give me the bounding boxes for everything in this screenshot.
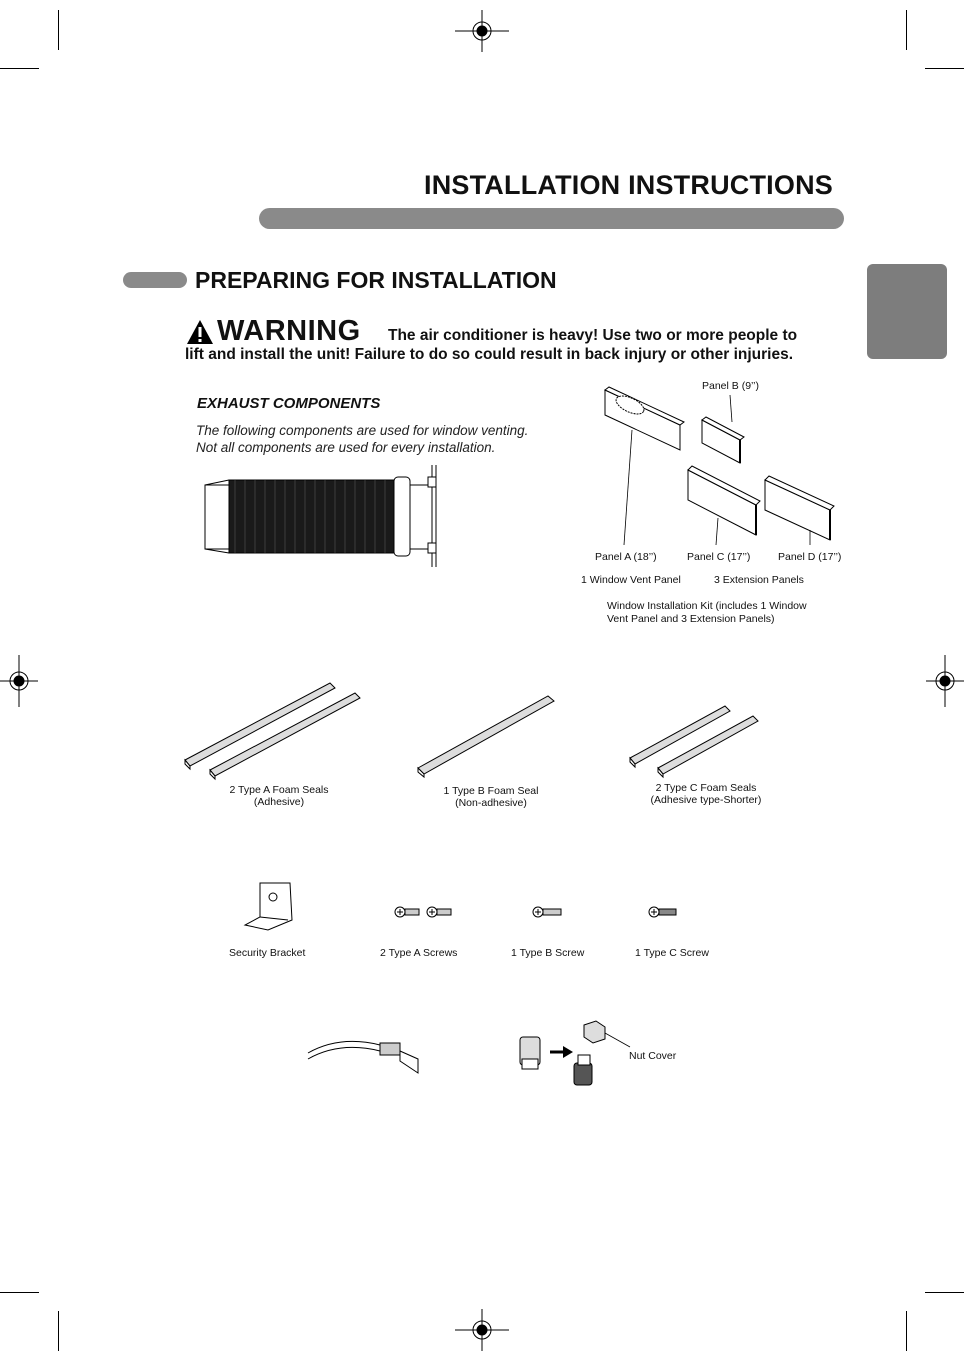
- type-a-seal-line1: 2 Type A Foam Seals: [229, 784, 329, 796]
- exhaust-title: EXHAUST COMPONENTS: [197, 395, 381, 412]
- arrow-icon: [550, 1046, 573, 1058]
- type-c-foam-seals-label: [636, 782, 776, 806]
- page-title: INSTALLATION INSTRUCTIONS: [424, 170, 833, 200]
- type-b-foam-seal-drawing: [418, 696, 554, 777]
- warning-text-line1: The air conditioner is heavy! Use two or more people to: [388, 327, 798, 344]
- warning-icon: [186, 319, 214, 345]
- panel-b-drawing: [702, 417, 744, 463]
- nut-cover-drawing: [574, 1021, 605, 1085]
- type-c-screw-drawing: [649, 907, 676, 917]
- section-title: PREPARING FOR INSTALLATION: [195, 267, 557, 293]
- type-a-foam-seals-drawing: [185, 683, 360, 779]
- warning-text-line2: lift and install the unit! Failure to do so could result in back injury or other injuries.: [185, 346, 794, 363]
- registration-mark-bottom: [455, 1309, 509, 1351]
- type-c-seal-line1: 2 Type C Foam Seals: [655, 782, 757, 794]
- panel-a-drawing: [605, 387, 684, 450]
- type-b-seal-line2: (Non-adhesive): [455, 797, 527, 809]
- fitting-drawing: [520, 1037, 540, 1069]
- panel-a-label: Panel A (18’’): [595, 551, 657, 563]
- type-a-screws-drawing: [395, 907, 451, 917]
- side-tab: [867, 264, 947, 359]
- type-b-screw-label: 1 Type B Screw: [511, 947, 585, 959]
- type-b-seal-line1: 1 Type B Foam Seal: [443, 785, 539, 797]
- foam-seals-illustration: [180, 680, 780, 790]
- panel-b-label: Panel B (9’’): [702, 380, 760, 392]
- panel-c-label: Panel C (17’’): [687, 551, 751, 563]
- type-c-seal-line2: (Adhesive type-Shorter): [650, 794, 762, 806]
- type-b-screw-drawing: [533, 907, 561, 917]
- exhaust-hose-illustration: [200, 463, 460, 573]
- kit-label-line2: Vent Panel and 3 Extension Panels): [607, 613, 775, 625]
- type-a-screws-label: 2 Type A Screws: [380, 947, 458, 959]
- security-bracket-label: Security Bracket: [229, 947, 306, 959]
- type-b-foam-seal-label: [421, 785, 561, 809]
- registration-mark-left: [0, 655, 38, 707]
- type-a-seal-line2: (Adhesive): [253, 796, 305, 808]
- exhaust-desc-line2: Not all components are used for every installation.: [196, 440, 496, 455]
- hardware-illustration: [240, 875, 700, 935]
- security-bracket-drawing: [245, 883, 292, 930]
- warning-word: WARNING: [217, 315, 361, 347]
- drain-hose-drawing: [308, 1041, 418, 1073]
- panel-d-label: Panel D (17’’): [778, 551, 842, 563]
- nut-cover-label: Nut Cover: [629, 1050, 677, 1062]
- panel-d-drawing: [765, 476, 834, 540]
- registration-mark-right: [926, 655, 964, 707]
- panels-illustration: [600, 385, 860, 565]
- panel-c-drawing: [688, 466, 760, 535]
- extension-panels-label: 3 Extension Panels: [714, 574, 804, 586]
- exhaust-desc-line1: The following components are used for window venting.: [196, 423, 529, 438]
- kit-label-line1: Window Installation Kit (includes 1 Window: [607, 600, 807, 612]
- section-pill: [123, 272, 187, 288]
- window-vent-panel-label: 1 Window Vent Panel: [581, 574, 681, 586]
- warning-label: [186, 315, 361, 348]
- type-c-foam-seals-drawing: [630, 706, 758, 777]
- registration-mark-top: [455, 10, 509, 52]
- type-a-foam-seals-label: [209, 784, 349, 808]
- title-bar: [259, 208, 844, 229]
- type-c-screw-label: 1 Type C Screw: [635, 947, 709, 959]
